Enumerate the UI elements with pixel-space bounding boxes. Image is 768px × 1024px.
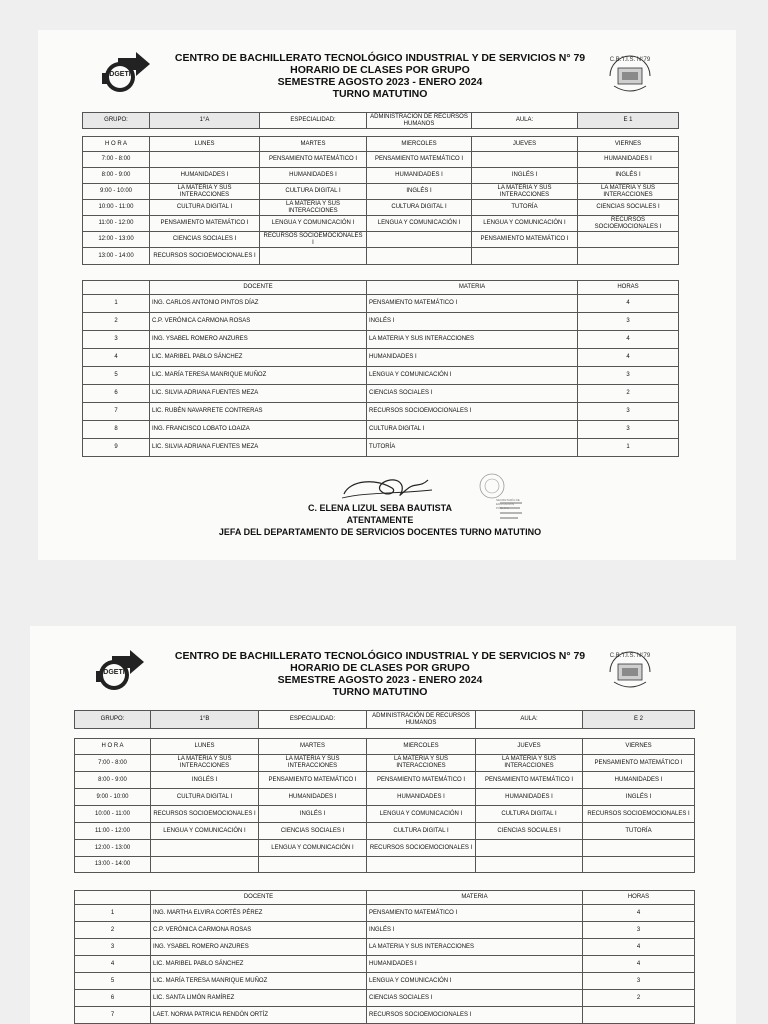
teacher-name: ING. MARTHA ELVIRA CORTÉS PÉREZ [151, 905, 367, 922]
school-name: CENTRO DE BACHILLERATO TECNOLÓGICO INDUSTRIAL Y DE SERVICIOS N° 79 [174, 650, 586, 662]
class-cell: RECURSOS SOCIOEMOCIONALES I [367, 840, 476, 857]
teacher-number: 2 [75, 922, 151, 939]
teacher-number: 6 [75, 990, 151, 1007]
hours-count: 4 [583, 905, 695, 922]
class-cell: INGLÉS I [583, 789, 695, 806]
hours-count: 4 [578, 349, 679, 367]
table-row [83, 313, 679, 331]
hours-count: 2 [583, 990, 695, 1007]
class-cell [476, 857, 583, 873]
hour-cell: 7:00 - 8:00 [83, 152, 150, 168]
class-cell: PENSAMIENTO MATEMÁTICO I [476, 772, 583, 789]
semester: SEMESTRE AGOSTO 2023 - ENERO 2024 [277, 76, 483, 88]
day-header: VIERNES [583, 739, 695, 755]
hours-count [583, 1007, 695, 1024]
table-row [83, 331, 679, 349]
hour-cell: 11:00 - 12:00 [83, 216, 150, 232]
class-cell: INGLÉS I [578, 168, 679, 184]
class-cell [472, 248, 578, 265]
class-cell [583, 840, 695, 857]
teacher-name: LIC. MARIBEL PABLO SÁNCHEZ [151, 956, 367, 973]
spacer [83, 265, 679, 281]
subject-name: LENGUA Y COMUNICACIÓN I [367, 973, 583, 990]
teacher-name: LIC. MARÍA TERESA MANRIQUE MUÑOZ [150, 367, 367, 385]
hours-count: 3 [578, 421, 679, 439]
class-cell: LENGUA Y COMUNICACIÓN I [260, 216, 367, 232]
table-row [83, 232, 679, 248]
hour-cell: 12:00 - 13:00 [83, 232, 150, 248]
schedule-table-1a [82, 112, 679, 457]
teacher-name: ING. YSABEL ROMERO ANZURES [150, 331, 367, 349]
hour-cell: 9:00 - 10:00 [83, 184, 150, 200]
table-row [75, 789, 695, 806]
signature-mark [336, 470, 436, 504]
docente-header: DOCENTE [150, 281, 367, 295]
hours-count: 4 [578, 295, 679, 313]
stamp-text: SECRETARÍA DE EDUCACIÓN PÚBLICA [496, 498, 520, 510]
teacher-number: 7 [75, 1007, 151, 1024]
hours-count: 3 [583, 973, 695, 990]
class-cell: LA MATERIA Y SUS INTERACCIONES [472, 184, 578, 200]
table-row [75, 857, 695, 873]
hour-cell: 9:00 - 10:00 [75, 789, 151, 806]
class-cell: CULTURA DIGITAL I [260, 184, 367, 200]
class-cell: HUMANIDADES I [259, 789, 367, 806]
teacher-name: ING. YSABEL ROMERO ANZURES [151, 939, 367, 956]
table-row [83, 152, 679, 168]
teacher-number: 8 [83, 421, 150, 439]
table-row [83, 200, 679, 216]
class-cell [472, 152, 578, 168]
table-row [83, 403, 679, 421]
teacher-number-header [83, 281, 150, 295]
teacher-name: LIC. MARIBEL PABLO SÁNCHEZ [150, 349, 367, 367]
especialidad-value: ADMINISTRACIÓN DE RECURSOS HUMANOS [367, 113, 472, 129]
table-row [83, 367, 679, 385]
class-cell: LA MATERIA Y SUS INTERACCIONES [150, 184, 260, 200]
class-cell: PENSAMIENTO MATEMÁTICO I [367, 152, 472, 168]
hours-count: 3 [578, 367, 679, 385]
class-cell: LA MATERIA Y SUS INTERACCIONES [367, 755, 476, 772]
class-cell: PENSAMIENTO MATEMÁTICO I [583, 755, 695, 772]
subject-name: CULTURA DIGITAL I [367, 421, 578, 439]
class-cell: LA MATERIA Y SUS INTERACCIONES [476, 755, 583, 772]
class-cell: RECURSOS SOCIOEMOCIONALES I [151, 806, 259, 823]
table-row [75, 1007, 695, 1024]
table-row [75, 772, 695, 789]
closing: ATENTAMENTE [346, 515, 414, 525]
materia-header: MATERIA [367, 281, 578, 295]
class-cell: TUTORÍA [472, 200, 578, 216]
class-cell: HUMANIDADES I [476, 789, 583, 806]
hours-count: 3 [578, 313, 679, 331]
hour-cell: 11:00 - 12:00 [75, 823, 151, 840]
day-header: JUEVES [476, 739, 583, 755]
class-cell [367, 248, 472, 265]
hours-count: 3 [578, 403, 679, 421]
materia-header: MATERIA [367, 891, 583, 905]
subject-name: PENSAMIENTO MATEMÁTICO I [367, 905, 583, 922]
class-cell: LA MATERIA Y SUS INTERACCIONES [260, 200, 367, 216]
hours-count: 1 [578, 439, 679, 457]
table-row [75, 990, 695, 1007]
table-row [83, 385, 679, 403]
teacher-name: ING. CARLOS ANTONIO PINTOS DÍAZ [150, 295, 367, 313]
teacher-number: 1 [75, 905, 151, 922]
subject-name: RECURSOS SOCIOEMOCIONALES I [367, 1007, 583, 1024]
table-row [75, 956, 695, 973]
table-row [75, 939, 695, 956]
dgeti-logo [96, 50, 152, 96]
teacher-name: LIC. SILVIA ADRIANA FUENTES MEZA [150, 439, 367, 457]
class-cell: PENSAMIENTO MATEMÁTICO I [260, 152, 367, 168]
teacher-number: 5 [75, 973, 151, 990]
shift: TURNO MATUTINO [332, 686, 428, 698]
school-name: CENTRO DE BACHILLERATO TECNOLÓGICO INDUSTRIAL Y DE SERVICIOS N° 79 [174, 52, 586, 64]
schedule-table-1b [74, 710, 695, 1024]
table-row [83, 421, 679, 439]
especialidad-value: ADMINISTRACIÓN DE RECURSOS HUMANOS [367, 711, 476, 729]
hora-header: H O R A [75, 739, 151, 755]
teacher-number-header [75, 891, 151, 905]
class-cell: CULTURA DIGITAL I [151, 789, 259, 806]
cbtis-seal [604, 648, 656, 696]
hours-count: 4 [583, 939, 695, 956]
hour-cell: 12:00 - 13:00 [75, 840, 151, 857]
signature-block [200, 502, 560, 538]
subject-name: HUMANIDADES I [367, 956, 583, 973]
class-cell [150, 152, 260, 168]
day-header: VIERNES [578, 137, 679, 152]
teacher-name: C.P. VERÓNICA CARMONA ROSAS [150, 313, 367, 331]
hora-header: H O R A [83, 137, 150, 152]
especialidad-label: ESPECIALIDAD: [260, 113, 367, 129]
logo-text: DGETI [103, 669, 125, 676]
table-row [83, 216, 679, 232]
class-cell: HUMANIDADES I [367, 168, 472, 184]
table-row [83, 184, 679, 200]
table-row [83, 168, 679, 184]
horas-header: HORAS [578, 281, 679, 295]
teacher-name: C.P. VERÓNICA CARMONA ROSAS [151, 922, 367, 939]
shift: TURNO MATUTINO [332, 88, 428, 100]
teacher-number: 1 [83, 295, 150, 313]
teacher-name: LIC. SANTA LIMÓN RAMÍREZ [151, 990, 367, 1007]
class-cell [476, 840, 583, 857]
subject-name: INGLÉS I [367, 922, 583, 939]
day-header: MARTES [260, 137, 367, 152]
teacher-number: 7 [83, 403, 150, 421]
table-row [75, 905, 695, 922]
table-row [75, 973, 695, 990]
class-cell: CIENCIAS SOCIALES I [578, 200, 679, 216]
table-row [75, 806, 695, 823]
class-cell: LA MATERIA Y SUS INTERACCIONES [259, 755, 367, 772]
class-cell: INGLÉS I [472, 168, 578, 184]
seal-text: C.B.T.I.S. N°79 [609, 57, 651, 63]
aula-label: AULA: [476, 711, 583, 729]
day-header: MIERCOLES [367, 739, 476, 755]
class-cell: PENSAMIENTO MATEMÁTICO I [367, 772, 476, 789]
class-cell: LENGUA Y COMUNICACIÓN I [367, 216, 472, 232]
class-cell [260, 248, 367, 265]
class-cell: PENSAMIENTO MATEMÁTICO I [472, 232, 578, 248]
docente-header: DOCENTE [151, 891, 367, 905]
grupo-value: 1°A [150, 113, 260, 129]
class-cell: CIENCIAS SOCIALES I [259, 823, 367, 840]
class-cell: CULTURA DIGITAL I [367, 823, 476, 840]
teacher-number: 2 [83, 313, 150, 331]
class-cell: HUMANIDADES I [367, 789, 476, 806]
class-cell: LENGUA Y COMUNICACIÓN I [367, 806, 476, 823]
aula-value: E 1 [578, 113, 679, 129]
teacher-number: 9 [83, 439, 150, 457]
teacher-name: LIC. RUBÉN NAVARRETE CONTRERAS [150, 403, 367, 421]
table-row [75, 823, 695, 840]
hour-cell: 13:00 - 14:00 [83, 248, 150, 265]
class-cell: PENSAMIENTO MATEMÁTICO I [259, 772, 367, 789]
aula-label: AULA: [472, 113, 578, 129]
hours-count: 3 [583, 922, 695, 939]
class-cell: TUTORÍA [583, 823, 695, 840]
class-cell: HUMANIDADES I [260, 168, 367, 184]
dgeti-logo [90, 648, 146, 694]
aula-value: E 2 [583, 711, 695, 729]
class-cell: RECURSOS SOCIOEMOCIONALES I [578, 216, 679, 232]
teacher-number: 3 [75, 939, 151, 956]
semester: SEMESTRE AGOSTO 2023 - ENERO 2024 [277, 674, 483, 686]
grupo-label: GRUPO: [83, 113, 150, 129]
subject-name: LA MATERIA Y SUS INTERACCIONES [367, 939, 583, 956]
class-cell: LA MATERIA Y SUS INTERACCIONES [578, 184, 679, 200]
table-row [75, 922, 695, 939]
class-cell [367, 232, 472, 248]
class-cell: CULTURA DIGITAL I [476, 806, 583, 823]
day-header: MIERCOLES [367, 137, 472, 152]
cbtis-seal [604, 52, 656, 100]
teacher-number: 6 [83, 385, 150, 403]
hour-cell: 8:00 - 9:00 [75, 772, 151, 789]
teacher-name: LIC. MARÍA TERESA MANRIQUE MUÑOZ [151, 973, 367, 990]
teacher-number: 3 [83, 331, 150, 349]
table-row [83, 349, 679, 367]
hour-cell: 7:00 - 8:00 [75, 755, 151, 772]
class-cell [583, 857, 695, 873]
subject-name: LENGUA Y COMUNICACIÓN I [367, 367, 578, 385]
teacher-name: LIC. SILVIA ADRIANA FUENTES MEZA [150, 385, 367, 403]
class-cell: LENGUA Y COMUNICACIÓN I [472, 216, 578, 232]
subject-name: PENSAMIENTO MATEMÁTICO I [367, 295, 578, 313]
schedule-title: HORARIO DE CLASES POR GRUPO [290, 662, 470, 674]
table-row [83, 439, 679, 457]
table-row [75, 840, 695, 857]
schedule-title: HORARIO DE CLASES POR GRUPO [290, 64, 470, 76]
logo-text: DGETI [109, 71, 131, 78]
class-cell: INGLÉS I [151, 772, 259, 789]
especialidad-label: ESPECIALIDAD: [259, 711, 367, 729]
class-cell [259, 857, 367, 873]
teacher-number: 4 [83, 349, 150, 367]
teacher-number: 4 [75, 956, 151, 973]
class-cell: LA MATERIA Y SUS INTERACCIONES [151, 755, 259, 772]
spacer [75, 729, 695, 739]
class-cell [151, 857, 259, 873]
class-cell: CIENCIAS SOCIALES I [150, 232, 260, 248]
seal-text: C.B.T.I.S. N°79 [609, 653, 651, 659]
subject-name: HUMANIDADES I [367, 349, 578, 367]
document-header [160, 52, 600, 100]
signer-title: JEFA DEL DEPARTAMENTO DE SERVICIOS DOCENTES TURNO MATUTINO [218, 527, 542, 537]
class-cell: HUMANIDADES I [578, 152, 679, 168]
hour-cell: 13:00 - 14:00 [75, 857, 151, 873]
hour-cell: 8:00 - 9:00 [83, 168, 150, 184]
class-cell: RECURSOS SOCIOEMOCIONALES I [150, 248, 260, 265]
class-cell: CULTURA DIGITAL I [367, 200, 472, 216]
day-header: LUNES [150, 137, 260, 152]
class-cell: CULTURA DIGITAL I [150, 200, 260, 216]
horas-header: HORAS [583, 891, 695, 905]
teacher-name: ING. FRANCISCO LOBATO LOAIZA [150, 421, 367, 439]
hours-count: 4 [578, 331, 679, 349]
spacer [75, 873, 695, 891]
class-cell: HUMANIDADES I [583, 772, 695, 789]
class-cell: HUMANIDADES I [150, 168, 260, 184]
class-cell: PENSAMIENTO MATEMÁTICO I [150, 216, 260, 232]
class-cell [578, 248, 679, 265]
signer-name: C. ELENA LIZUL SEBA BAUTISTA [308, 503, 452, 513]
grupo-label: GRUPO: [75, 711, 151, 729]
hour-cell: 10:00 - 11:00 [83, 200, 150, 216]
teacher-name: LAET. NORMA PATRICIA RENDÓN ORTÍZ [151, 1007, 367, 1024]
class-cell: RECURSOS SOCIOEMOCIONALES I [260, 232, 367, 248]
hours-count: 2 [578, 385, 679, 403]
subject-name: RECURSOS SOCIOEMOCIONALES I [367, 403, 578, 421]
table-row [83, 295, 679, 313]
subject-name: LA MATERIA Y SUS INTERACCIONES [367, 331, 578, 349]
subject-name: CIENCIAS SOCIALES I [367, 385, 578, 403]
class-cell [151, 840, 259, 857]
day-header: MARTES [259, 739, 367, 755]
day-header: JUEVES [472, 137, 578, 152]
class-cell: LENGUA Y COMUNICACIÓN I [259, 840, 367, 857]
class-cell: RECURSOS SOCIOEMOCIONALES I [583, 806, 695, 823]
class-cell: CIENCIAS SOCIALES I [476, 823, 583, 840]
day-header: LUNES [151, 739, 259, 755]
class-cell: INGLÉS I [367, 184, 472, 200]
class-cell: INGLÉS I [259, 806, 367, 823]
spacer [83, 129, 679, 137]
class-cell: LENGUA Y COMUNICACIÓN I [151, 823, 259, 840]
subject-name: TUTORÍA [367, 439, 578, 457]
document-header [160, 650, 600, 698]
grupo-value: 1°B [151, 711, 259, 729]
class-cell [367, 857, 476, 873]
table-row [75, 755, 695, 772]
subject-name: INGLÉS I [367, 313, 578, 331]
hour-cell: 10:00 - 11:00 [75, 806, 151, 823]
subject-name: CIENCIAS SOCIALES I [367, 990, 583, 1007]
table-row [83, 248, 679, 265]
hours-count: 4 [583, 956, 695, 973]
class-cell [578, 232, 679, 248]
teacher-number: 5 [83, 367, 150, 385]
